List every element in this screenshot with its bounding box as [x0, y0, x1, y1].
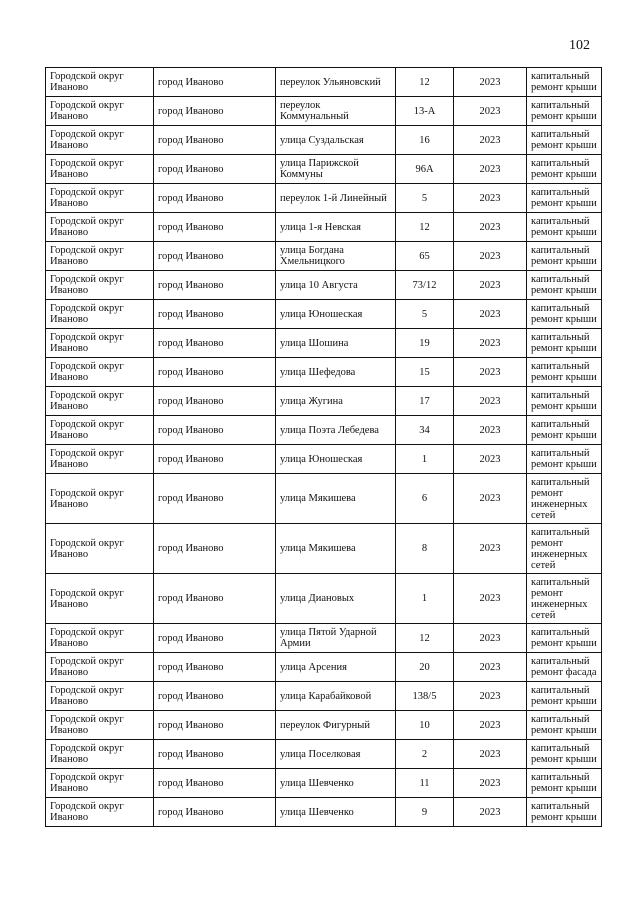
cell-okrug: Городской округ Иваново [46, 474, 154, 524]
cell-house: 12 [396, 624, 454, 653]
cell-house: 5 [396, 300, 454, 329]
cell-gorod: город Иваново [154, 155, 276, 184]
cell-okrug: Городской округ Иваново [46, 624, 154, 653]
cell-street: улица Мякишева [276, 474, 396, 524]
cell-street: улица Парижской Коммуны [276, 155, 396, 184]
table-row [46, 97, 602, 126]
cell-gorod: город Иваново [154, 184, 276, 213]
cell-okrug: Городской округ Иваново [46, 387, 154, 416]
cell-gorod: город Иваново [154, 416, 276, 445]
cell-gorod: город Иваново [154, 358, 276, 387]
cell-year: 2023 [454, 574, 527, 624]
cell-year: 2023 [454, 416, 527, 445]
table-row [46, 711, 602, 740]
cell-okrug: Городской округ Иваново [46, 769, 154, 798]
cell-street: улица Арсения [276, 653, 396, 682]
table-row [46, 300, 602, 329]
cell-year: 2023 [454, 126, 527, 155]
table-row [46, 242, 602, 271]
cell-gorod: город Иваново [154, 682, 276, 711]
cell-street: улица Шевченко [276, 769, 396, 798]
cell-gorod: город Иваново [154, 242, 276, 271]
cell-work: капитальный ремонт крыши [527, 242, 602, 271]
cell-okrug: Городской округ Иваново [46, 213, 154, 242]
cell-gorod: город Иваново [154, 97, 276, 126]
cell-house: 9 [396, 798, 454, 827]
cell-year: 2023 [454, 445, 527, 474]
cell-gorod: город Иваново [154, 387, 276, 416]
housing-repair-table [45, 67, 602, 827]
cell-work: капитальный ремонт крыши [527, 358, 602, 387]
cell-street: переулок Коммунальный [276, 97, 396, 126]
cell-okrug: Городской округ Иваново [46, 798, 154, 827]
cell-street: улица 1-я Невская [276, 213, 396, 242]
cell-work: капитальный ремонт крыши [527, 213, 602, 242]
table-body [46, 68, 602, 827]
cell-house: 11 [396, 769, 454, 798]
cell-work: капитальный ремонт крыши [527, 329, 602, 358]
cell-year: 2023 [454, 524, 527, 574]
cell-house: 20 [396, 653, 454, 682]
cell-street: улица Юношеская [276, 300, 396, 329]
cell-house: 65 [396, 242, 454, 271]
cell-house: 1 [396, 574, 454, 624]
cell-work: капитальный ремонт крыши [527, 416, 602, 445]
table-row [46, 653, 602, 682]
cell-house: 96А [396, 155, 454, 184]
table-row [46, 271, 602, 300]
cell-okrug: Городской округ Иваново [46, 184, 154, 213]
cell-street: улица Суздальская [276, 126, 396, 155]
cell-okrug: Городской округ Иваново [46, 126, 154, 155]
cell-work: капитальный ремонт крыши [527, 682, 602, 711]
cell-street: улица Мякишева [276, 524, 396, 574]
page-number: 102 [569, 38, 590, 53]
cell-year: 2023 [454, 474, 527, 524]
cell-okrug: Городской округ Иваново [46, 329, 154, 358]
cell-okrug: Городской округ Иваново [46, 711, 154, 740]
cell-okrug: Городской округ Иваново [46, 682, 154, 711]
table-row [46, 769, 602, 798]
table-row [46, 358, 602, 387]
cell-gorod: город Иваново [154, 524, 276, 574]
cell-year: 2023 [454, 740, 527, 769]
cell-work: капитальный ремонт фасада [527, 653, 602, 682]
cell-house: 5 [396, 184, 454, 213]
table-row [46, 682, 602, 711]
table-row [46, 445, 602, 474]
cell-house: 15 [396, 358, 454, 387]
cell-house: 12 [396, 213, 454, 242]
cell-work: капитальный ремонт крыши [527, 798, 602, 827]
table-row [46, 68, 602, 97]
cell-year: 2023 [454, 271, 527, 300]
cell-year: 2023 [454, 300, 527, 329]
cell-year: 2023 [454, 682, 527, 711]
cell-house: 1 [396, 445, 454, 474]
cell-work: капитальный ремонт крыши [527, 300, 602, 329]
cell-year: 2023 [454, 329, 527, 358]
cell-work: капитальный ремонт крыши [527, 184, 602, 213]
cell-house: 2 [396, 740, 454, 769]
cell-year: 2023 [454, 653, 527, 682]
cell-year: 2023 [454, 184, 527, 213]
cell-street: улица Карабайковой [276, 682, 396, 711]
table-row [46, 416, 602, 445]
cell-year: 2023 [454, 624, 527, 653]
cell-work: капитальный ремонт крыши [527, 387, 602, 416]
cell-street: переулок Фигурный [276, 711, 396, 740]
cell-year: 2023 [454, 769, 527, 798]
cell-street: переулок Ульяновский [276, 68, 396, 97]
cell-work: капитальный ремонт крыши [527, 769, 602, 798]
cell-gorod: город Иваново [154, 711, 276, 740]
cell-house: 8 [396, 524, 454, 574]
cell-gorod: город Иваново [154, 213, 276, 242]
cell-house: 16 [396, 126, 454, 155]
cell-okrug: Городской округ Иваново [46, 524, 154, 574]
cell-street: улица Поэта Лебедева [276, 416, 396, 445]
cell-work: капитальный ремонт крыши [527, 97, 602, 126]
cell-gorod: город Иваново [154, 624, 276, 653]
cell-street: улица Шевченко [276, 798, 396, 827]
cell-okrug: Городской округ Иваново [46, 574, 154, 624]
cell-house: 12 [396, 68, 454, 97]
cell-year: 2023 [454, 97, 527, 126]
cell-gorod: город Иваново [154, 271, 276, 300]
table-row [46, 329, 602, 358]
cell-okrug: Городской округ Иваново [46, 653, 154, 682]
cell-house: 6 [396, 474, 454, 524]
cell-work: капитальный ремонт инженерных сетей [527, 474, 602, 524]
cell-year: 2023 [454, 711, 527, 740]
cell-okrug: Городской округ Иваново [46, 271, 154, 300]
table-row [46, 524, 602, 574]
table-row [46, 574, 602, 624]
cell-gorod: город Иваново [154, 740, 276, 769]
cell-year: 2023 [454, 358, 527, 387]
cell-work: капитальный ремонт крыши [527, 68, 602, 97]
cell-work: капитальный ремонт крыши [527, 740, 602, 769]
cell-house: 138/5 [396, 682, 454, 711]
cell-house: 73/12 [396, 271, 454, 300]
cell-street: улица Поселковая [276, 740, 396, 769]
cell-gorod: город Иваново [154, 798, 276, 827]
cell-street: улица Диановых [276, 574, 396, 624]
table-row [46, 624, 602, 653]
table-row [46, 798, 602, 827]
cell-okrug: Городской округ Иваново [46, 416, 154, 445]
cell-work: капитальный ремонт крыши [527, 155, 602, 184]
cell-street: улица Шефедова [276, 358, 396, 387]
cell-gorod: город Иваново [154, 474, 276, 524]
cell-gorod: город Иваново [154, 445, 276, 474]
table-row [46, 155, 602, 184]
cell-okrug: Городской округ Иваново [46, 740, 154, 769]
cell-street: улица 10 Августа [276, 271, 396, 300]
cell-okrug: Городской округ Иваново [46, 68, 154, 97]
cell-year: 2023 [454, 387, 527, 416]
cell-year: 2023 [454, 68, 527, 97]
cell-street: улица Пятой Ударной Армии [276, 624, 396, 653]
cell-work: капитальный ремонт инженерных сетей [527, 574, 602, 624]
cell-gorod: город Иваново [154, 574, 276, 624]
cell-house: 34 [396, 416, 454, 445]
cell-work: капитальный ремонт крыши [527, 711, 602, 740]
cell-okrug: Городской округ Иваново [46, 97, 154, 126]
cell-house: 17 [396, 387, 454, 416]
cell-work: капитальный ремонт инженерных сетей [527, 524, 602, 574]
cell-year: 2023 [454, 242, 527, 271]
cell-okrug: Городской округ Иваново [46, 445, 154, 474]
cell-gorod: город Иваново [154, 300, 276, 329]
cell-okrug: Городской округ Иваново [46, 300, 154, 329]
cell-work: капитальный ремонт крыши [527, 126, 602, 155]
cell-street: улица Богдана Хмельницкого [276, 242, 396, 271]
cell-street: улица Юношеская [276, 445, 396, 474]
table-row [46, 126, 602, 155]
cell-gorod: город Иваново [154, 653, 276, 682]
cell-gorod: город Иваново [154, 68, 276, 97]
cell-work: капитальный ремонт крыши [527, 624, 602, 653]
table-row [46, 213, 602, 242]
cell-house: 10 [396, 711, 454, 740]
cell-house: 13-А [396, 97, 454, 126]
cell-work: капитальный ремонт крыши [527, 271, 602, 300]
cell-okrug: Городской округ Иваново [46, 358, 154, 387]
table-row [46, 184, 602, 213]
cell-year: 2023 [454, 798, 527, 827]
cell-house: 19 [396, 329, 454, 358]
table-row [46, 740, 602, 769]
table-row [46, 474, 602, 524]
cell-year: 2023 [454, 155, 527, 184]
table-row [46, 387, 602, 416]
cell-okrug: Городской округ Иваново [46, 242, 154, 271]
cell-okrug: Городской округ Иваново [46, 155, 154, 184]
cell-work: капитальный ремонт крыши [527, 445, 602, 474]
cell-street: улица Шошина [276, 329, 396, 358]
cell-year: 2023 [454, 213, 527, 242]
cell-gorod: город Иваново [154, 126, 276, 155]
cell-gorod: город Иваново [154, 329, 276, 358]
cell-gorod: город Иваново [154, 769, 276, 798]
cell-street: переулок 1-й Линейный [276, 184, 396, 213]
cell-street: улица Жугина [276, 387, 396, 416]
